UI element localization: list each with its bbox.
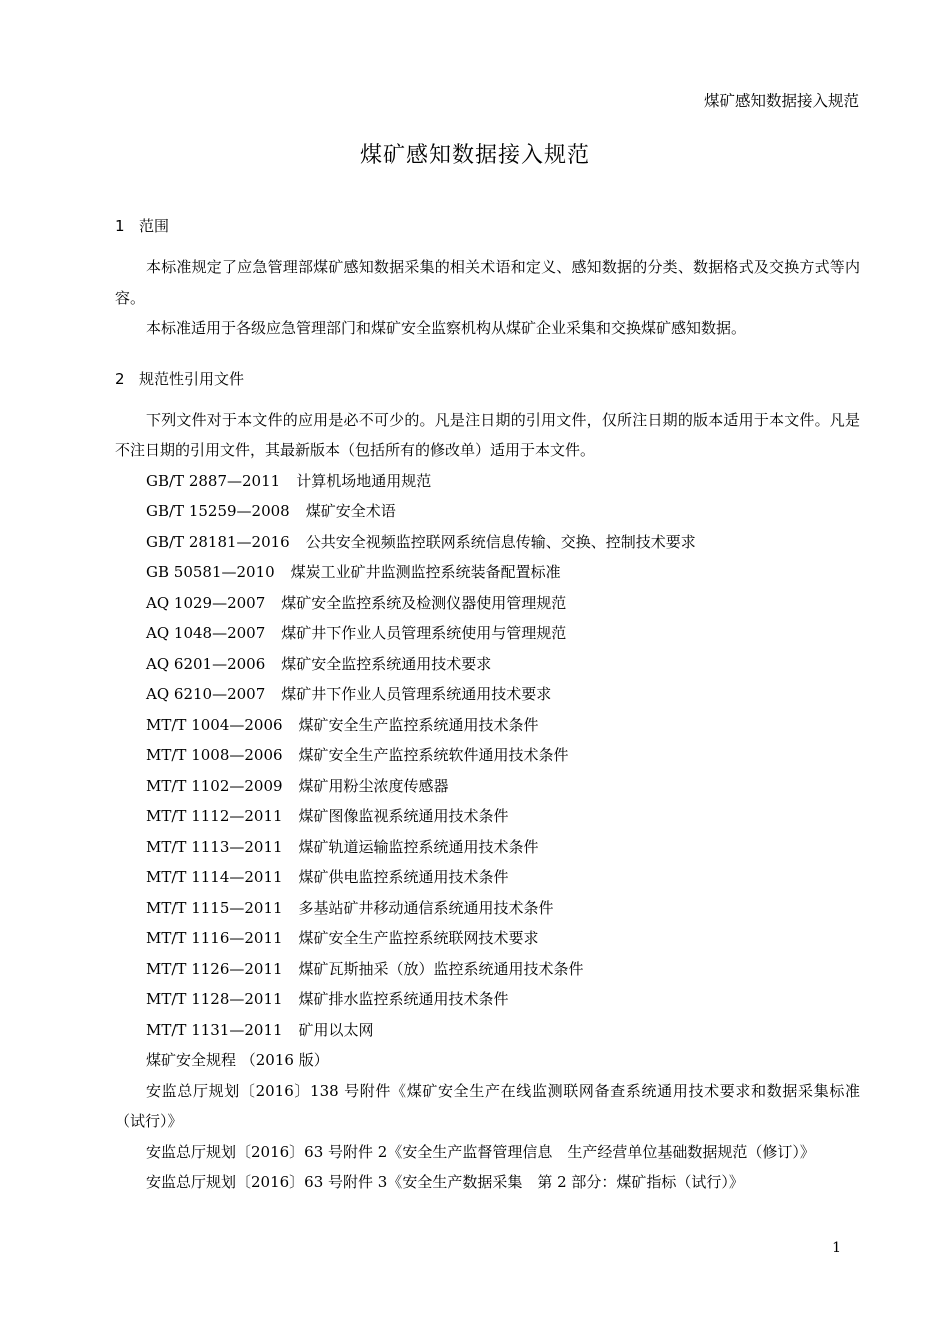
reference-code: MT/T 1131—2011 <box>146 1020 283 1039</box>
reference-title: 公共安全视频监控联网系统信息传输、交换、控制技术要求 <box>305 532 696 551</box>
reference-code: MT/T 1115—2011 <box>146 898 283 917</box>
reference-item <box>115 466 860 497</box>
reference-title: 煤矿安全生产监控系统软件通用技术条件 <box>298 746 569 764</box>
reference-code: MT/T 1112—2011 <box>146 807 283 825</box>
header-rule <box>90 117 860 118</box>
reference-title: 多基站矿井移动通信系统通用技术条件 <box>298 898 554 917</box>
reference-title: 煤矿图像监视系统通用技术条件 <box>298 807 509 825</box>
reference-item <box>115 893 860 924</box>
reference-item <box>115 832 860 863</box>
reference-title: 煤矿井下作业人员管理系统使用与管理规范 <box>281 624 567 642</box>
reference-code: GB/T 15259—2008 <box>146 502 290 520</box>
reference-title: 煤矿安全术语 <box>305 502 396 520</box>
reference-list <box>115 466 860 1046</box>
section-2-heading <box>115 367 860 391</box>
section-title: 规范性引用文件 <box>139 369 245 388</box>
page-number: 1 <box>832 1240 841 1256</box>
spacer <box>115 391 860 405</box>
reference-item <box>115 679 860 710</box>
reference-item <box>115 527 860 558</box>
reference-item <box>115 618 860 649</box>
running-header: 煤矿感知数据接入规范 <box>703 92 859 110</box>
reference-code: AQ 6210—2007 <box>146 685 266 703</box>
reference-title: 煤矿瓦斯抽采（放）监控系统通用技术条件 <box>298 959 584 978</box>
reference-title: 计算机场地通用规范 <box>296 471 432 490</box>
reference-code: MT/T 1128—2011 <box>146 990 283 1008</box>
scope-paragraph: 本标准规定了应急管理部煤矿感知数据采集的相关术语和定义、感知数据的分类、数据格式及交换方式等内容。 <box>115 258 860 307</box>
reference-title: 煤矿安全监控系统及检测仪器使用管理规范 <box>281 593 567 612</box>
section-1-heading <box>115 214 860 238</box>
reference-item <box>115 649 860 680</box>
reference-item <box>115 862 860 893</box>
other-reference: 安监总厅规划〔2016〕138 号附件《煤矿安全生产在线监测联网备查系统通用技术要求和数据采集标准（试行）》 <box>115 1081 860 1130</box>
reference-title: 矿用以太网 <box>298 1020 374 1039</box>
reference-item <box>115 557 860 588</box>
reference-code: MT/T 1126—2011 <box>146 959 283 978</box>
spacer <box>115 238 860 252</box>
reference-item <box>115 710 860 741</box>
reference-title: 煤矿用粉尘浓度传感器 <box>298 776 449 795</box>
reference-code: MT/T 1114—2011 <box>146 868 283 886</box>
reference-title: 煤炭工业矿井监测监控系统装备配置标准 <box>290 563 561 581</box>
reference-item <box>115 923 860 954</box>
reference-item <box>115 801 860 832</box>
reference-code: GB/T 28181—2016 <box>146 532 290 551</box>
other-reference: 安监总厅规划〔2016〕63 号附件 3《安全生产数据采集 第 2 部分：煤矿指标（试行）》 <box>146 1173 744 1191</box>
reference-code: GB 50581—2010 <box>146 563 275 581</box>
reference-code: AQ 1048—2007 <box>146 624 266 642</box>
reference-code: GB/T 2887—2011 <box>146 471 281 490</box>
reference-title: 煤矿井下作业人员管理系统通用技术要求 <box>281 685 552 703</box>
reference-item <box>115 1015 860 1046</box>
reference-title: 煤矿安全生产监控系统联网技术要求 <box>298 929 539 947</box>
section-title: 范围 <box>139 217 170 235</box>
reference-title: 煤矿轨道运输监控系统通用技术条件 <box>298 837 539 856</box>
references-intro: 下列文件对于本文件的应用是必不可少的。凡是注日期的引用文件，仅所注日期的版本适用于本文件。凡是不注日期的引用文件，其最新版本（包括所有的修改单）适用于本文件。 <box>115 410 860 459</box>
document-title: 煤矿感知数据接入规范 <box>359 143 590 168</box>
reference-item <box>115 771 860 802</box>
section-number: 2 <box>115 369 125 388</box>
reference-title: 煤矿供电监控系统通用技术条件 <box>298 868 509 886</box>
reference-code: AQ 1029—2007 <box>146 593 266 612</box>
reference-item <box>115 740 860 771</box>
reference-item <box>115 984 860 1015</box>
other-reference: 安监总厅规划〔2016〕63 号附件 2《安全生产监督管理信息 生产经营单位基础数据规范（修订）》 <box>146 1142 815 1161</box>
scope-paragraph: 本标准适用于各级应急管理部门和煤矿安全监察机构从煤矿企业采集和交换煤矿感知数据。 <box>146 319 747 337</box>
reference-code: AQ 6201—2006 <box>146 654 266 673</box>
reference-title: 煤矿安全监控系统通用技术要求 <box>281 654 492 673</box>
reference-code: MT/T 1116—2011 <box>146 929 283 947</box>
reference-code: MT/T 1004—2006 <box>146 715 283 734</box>
reference-code: MT/T 1113—2011 <box>146 837 283 856</box>
reference-code: MT/T 1008—2006 <box>146 746 283 764</box>
reference-item <box>115 588 860 619</box>
reference-code: MT/T 1102—2009 <box>146 776 283 795</box>
other-reference: 煤矿安全规程 （2016 版） <box>146 1051 329 1069</box>
section-number: 1 <box>115 217 125 235</box>
document-body <box>115 214 860 1198</box>
reference-title: 煤矿安全生产监控系统通用技术条件 <box>298 715 539 734</box>
reference-item <box>115 496 860 527</box>
reference-item <box>115 954 860 985</box>
spacer <box>115 344 860 367</box>
reference-title: 煤矿排水监控系统通用技术条件 <box>298 990 509 1008</box>
